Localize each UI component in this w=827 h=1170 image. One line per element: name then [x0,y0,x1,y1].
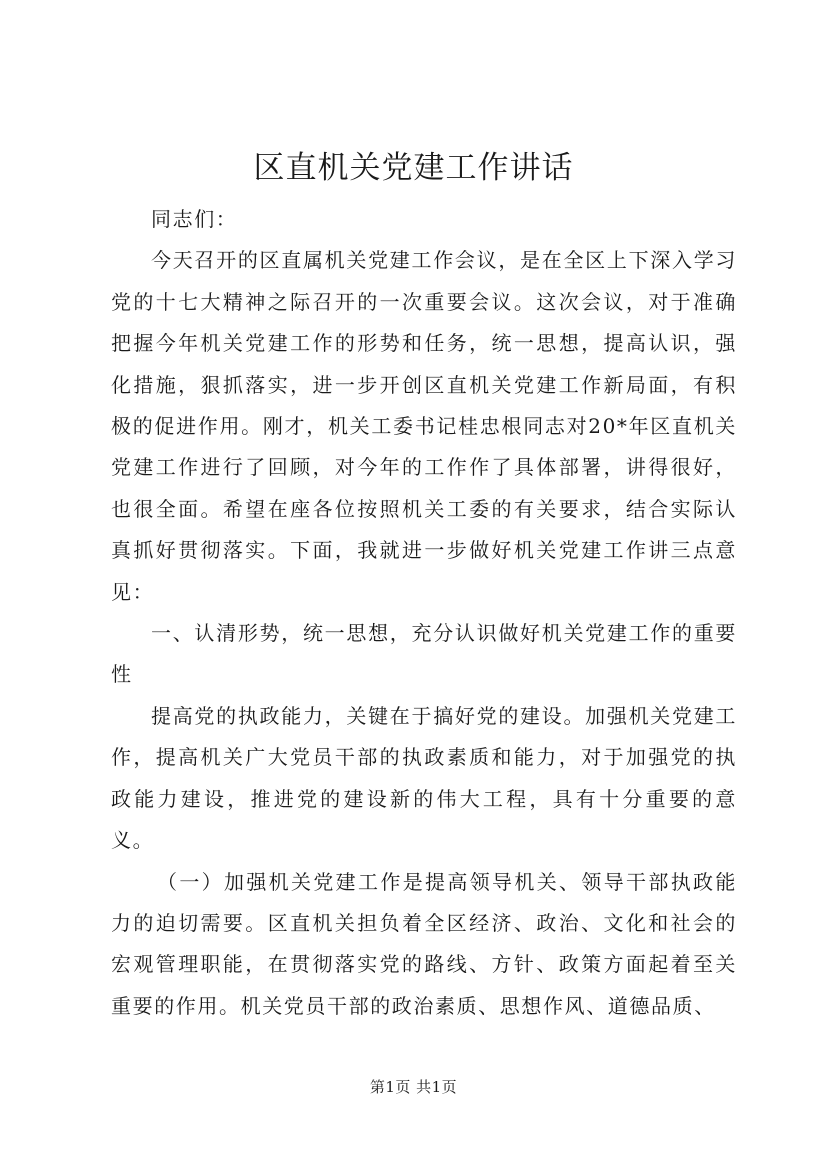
subsection-1-paragraph: （一）加强机关党建工作是提高领导机关、领导干部执政能力的迫切需要。区直机关担负着全区经济、政治、文化和社会的宏观管理职能，在贯彻落实党的路线、方针、政策方面起着至关重要的作用。机关党员干部的政治素质、思想作风、道德品质、 [111,869,737,1018]
intro-paragraph: 今天召开的区直属机关党建工作会议，是在全区上下深入学习党的十七大精神之际召开的一次重要会议。这次会议，对于准确把握今年机关党建工作的形势和任务，统一思想，提高认识，强化措施，狠抓落实，进一步开创区直机关党建工作新局面，有积极的促进作用。刚才，机关工委书记桂忠根同志对20*年区直机关党建工作进行了回顾，对今年的工作作了具体部署，讲得很好，也很全面。希望在座各位按照机关工委的有关要求，结合实际认真抓好贯彻落实。下面，我就进一步做好机关党建工作讲三点意见： [111,248,737,604]
page-footer [0,1077,827,1097]
document-title: 区直机关党建工作讲话 [253,150,574,186]
greeting-paragraph: 同志们： [151,207,238,231]
section-1-paragraph: 提高党的执政能力，关键在于搞好党的建设。加强机关党建工作，提高机关广大党员干部的执政素质和能力，对于加强党的执政能力建设，推进党的建设新的伟大工程，具有十分重要的意义。 [111,703,737,853]
document-body [111,199,737,1027]
page-number-label: 第1页 共1页 [369,1078,458,1096]
section-heading-1: 一、认清形势，统一思想，充分认识做好机关党建工作的重要性 [111,621,737,687]
